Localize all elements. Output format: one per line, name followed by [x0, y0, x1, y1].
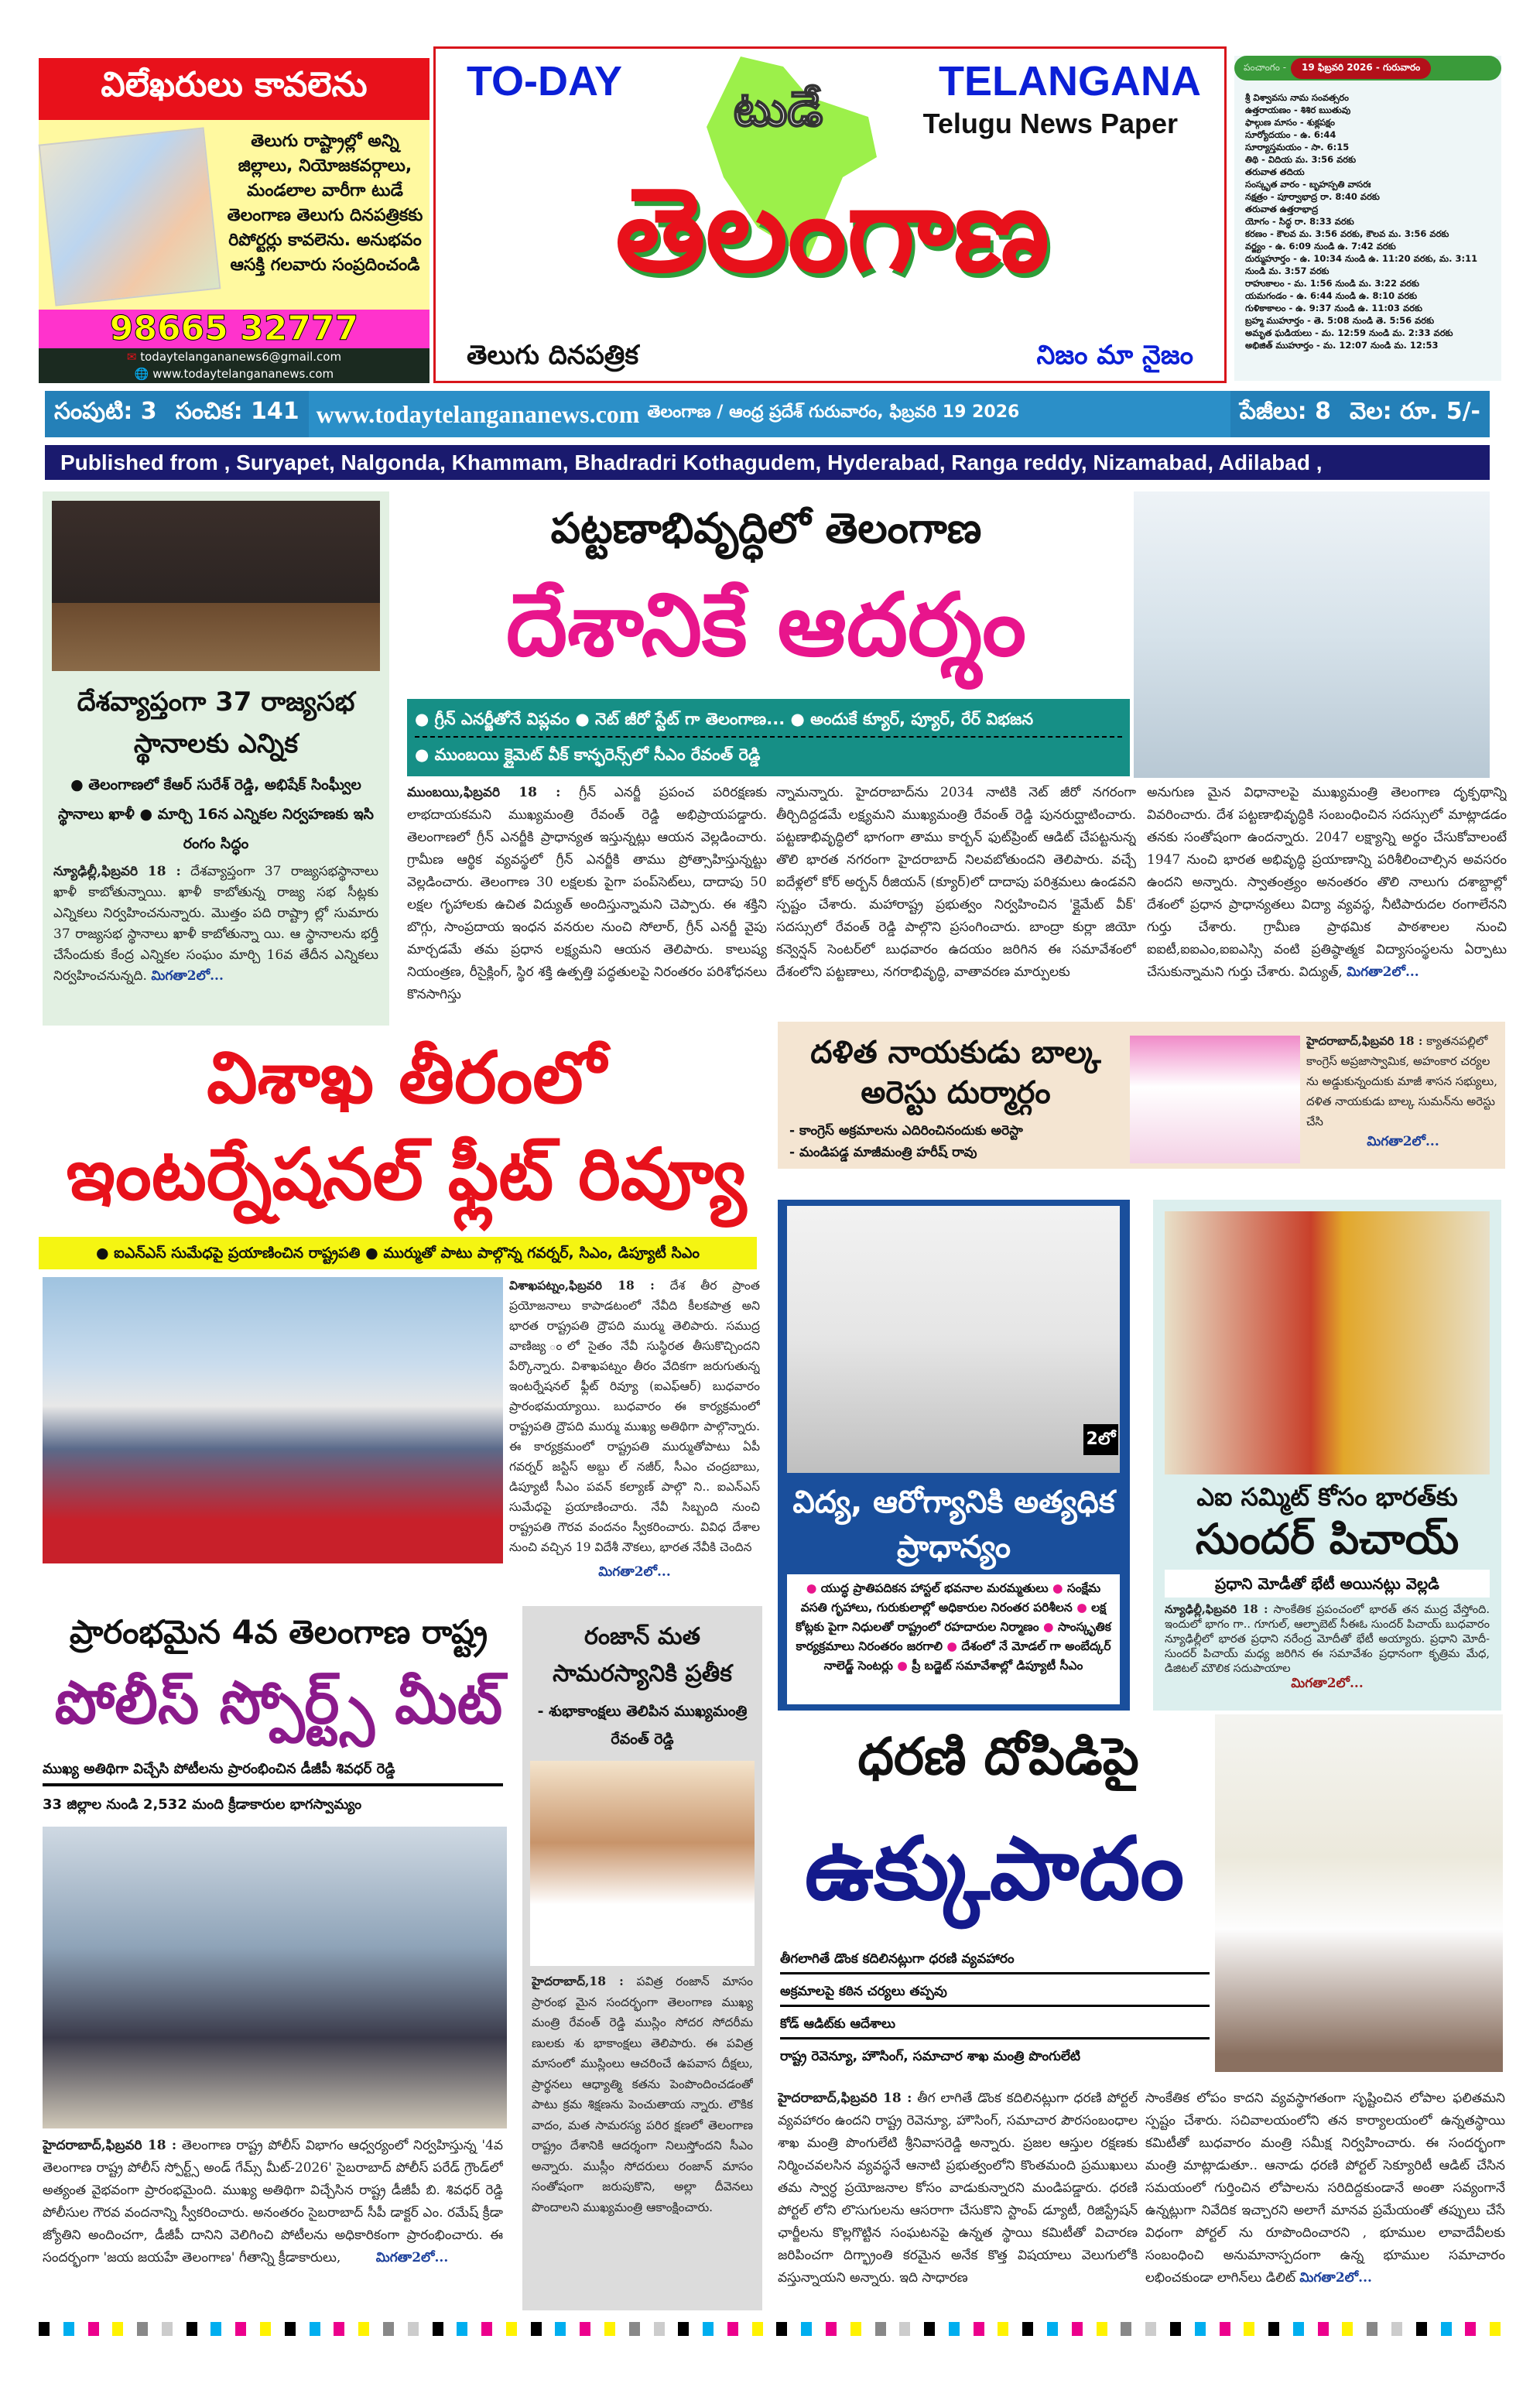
lead-highlights: [407, 699, 1130, 776]
education-point: సంక్షేమ వసతి గృహాలు, గురుకులాల్లో అధికారుల నిరంతర పరిశీలన: [800, 1581, 1101, 1615]
minister-ponguleti-photo: [1215, 1714, 1503, 2072]
education-point: లక్ష కోట్లకు పైగా నిధులతో రాష్ట్రంలో రహదారుల నిర్మాణం: [796, 1601, 1107, 1634]
fleet-headline: విశాఖ తీరంలో ఇంటర్నేషనల్ ఫ్లీట్ రివ్యూ: [66, 1036, 747, 1216]
bullet-icon: ●: [1048, 1581, 1067, 1595]
bullet-icon: ●: [1072, 1601, 1092, 1615]
registration-mark: [1072, 2322, 1083, 2336]
panchangam-line: బ్రహ్మ ముహూర్తం - తె. 5:08 నుండి తె. 5:56 వరకు: [1245, 315, 1435, 326]
registration-mark: [310, 2322, 320, 2336]
panchangam-line: సంస్కృత వారం - బృహస్పతి వాసరః: [1245, 179, 1371, 190]
newspaper-thumbnail-image: [39, 127, 221, 306]
registration-mark: [850, 2322, 861, 2336]
registration-mark: [826, 2322, 837, 2336]
registration-mark: [358, 2322, 369, 2336]
registration-mark: [1490, 2322, 1501, 2336]
pichai-modi-photo: [1165, 1211, 1490, 1474]
registration-mark: [162, 2322, 173, 2336]
dharani-body-col2: సాంకేతిక లోపం కాదని వ్యవస్థాగతంగా సృష్టించిన లోపాల ఫలితమని స్పష్టం చేశారు. సచివాలయంలోని తన కార్యాలయంలో ఉన్నతస్థాయి కమిటీతో బుధవారం మంత్రి సమీక్ష నిర్వహించారు. ఈ సందర్భంగా మంత్రి మాట్లాడుతూ.. ఆనాడు ధరణి పోర్టల్ సెక్యూరిటీ ఆడిట్ చేసిన సమయంలో గుర్తించిన లోపాలను సరిదిద్దకుండానే అంతా సవ్యంగానే ఉన్నట్లుగా నివేదిక ఇచ్చారని అలాగే మానవ ప్రమేయంతో తప్పులు చేసే విధంగా పోర్టల్ ను రూపొందించారని , భూముల లావాదేవీలకు సంబంధించి అనుమానాస్పదంగా ఉన్న భూముల సమాచారం లభించకుండా లాగిన్‌లు డిలిట్ మిగతా2లో...: [1145, 2091, 1505, 2286]
panchangam-line: తరువాత తదియ: [1245, 166, 1305, 177]
registration-mark: [1465, 2322, 1476, 2336]
panchangam-line: నక్షత్రం - పూర్వాభాద్ర రా. 8:40 వరకు: [1245, 191, 1380, 202]
cm-revanth-portrait: [530, 1761, 755, 1966]
lead-kicker: పట్టణాభివృద్ధిలో తెలంగాణ: [550, 504, 982, 553]
education-point: సాంస్కృతిక కార్యక్రమాలు నిరంతరం జరగాలి: [796, 1620, 1111, 1653]
print-registration-strip: [39, 2322, 1501, 2336]
registration-mark: [1244, 2322, 1254, 2336]
mail-icon: ✉: [126, 350, 141, 364]
panchangam-line: రాహుకాలం - మ. 1:56 నుండి మ. 3:22 వరకు: [1245, 278, 1419, 289]
registration-mark: [875, 2322, 886, 2336]
registration-mark: [1367, 2322, 1377, 2336]
education-point: ప్రీ బడ్జెట్ సమావేశాల్లో డిప్యూటీ సీఎం: [912, 1659, 1083, 1673]
police-sports-meet-photo: [43, 1827, 507, 2128]
ad-email[interactable]: todaytelangananews6@gmail.com: [140, 350, 342, 364]
masthead-tude: టుడే: [734, 80, 823, 137]
lead-body-col3: అనుగుణ మైన విధానాలపై ముఖ్యమంత్రి తెలంగాణ దృక్పథాన్ని వివరించారు. దేశ పట్టణాభివృద్ధికి సంబంధించిన సదస్సులో మాట్లాడడం తనకు సంతోషంగా ఉందన్నారు. 2047 లక్ష్యాన్ని అర్థం చేసుకోవాలంటే 1947 నుంచి భారత అభివృద్ధి ప్రయాణాన్ని పరిశీలించాల్సిన అవసరం ఉందని అన్నారు. స్వాతంత్ర్యం అనంతరం తొలి నాలుగు దశాబ్దాల్లో దేశంలో ప్రధాన ప్రాధాన్యతలు విద్యా వ్యవస్థ, నీటిపారుదల రంగాలేనని గుర్తు చేశారు. గ్రామీణ ప్రాథమిక పాఠశాలల నుంచి ఐఐటీ,ఐఐఎం,ఐఐఎస్సి వంటి ప్రతిష్ఠాత్మక విద్యాసంస్థలను ఏర్పాటు చేసుకున్నామని గుర్తు చేశారు. విద్యుత్, మిగతా2లో...: [1147, 785, 1507, 980]
registration-mark: [1097, 2322, 1107, 2336]
registration-mark: [1195, 2322, 1206, 2336]
dalit-headline: దళిత నాయకుడు బాల్క అరెస్టు దుర్మార్గం: [810, 1035, 1101, 1111]
ramzan-body: హైదరాబాద్,18 : పవిత్ర రంజాన్ మాసం ప్రారంభ మైన సందర్భంగా తెలంగాణ ముఖ్య మంత్రి రేవంత్ రెడ్డి ముస్లిం సోదర సోదరీమ ణులకు శు భాకాంక్షలు తెలిపారు. ఈ పవిత్ర మాసంలో ముస్లింలు ఆచరించే ఉపవాస దీక్షలు, ప్రార్థనలు ఆధ్యాత్మి కతను పెంపొందించడంతో పాటు క్రమ శిక్షణను పెంచుతాయ న్నారు. లౌకిక వాదం, మత సామరస్య పరిర క్షణలో తెలంగాణ రాష్ట్రం దేశానికి ఆదర్శంగా నిలుస్తోందని సీఎం అన్నారు. ముస్లీం సోదరులు రంజాన్ మాసం సంతోషంగా జరుపుకొని, అల్లా దీవెనలు పొందాలని ముఖ్యమంత్రి ఆకాంక్షించారు.: [532, 1974, 753, 2214]
registration-mark: [1170, 2322, 1181, 2336]
panchangam-line: ఫాల్గుణ మాసం - శుక్లపక్షం: [1245, 117, 1335, 128]
police-sub: 33 జిల్లాల నుండి 2,532 మంది క్రీడాకారుల భాగస్వామ్యం: [43, 1796, 362, 1813]
registration-mark: [235, 2322, 246, 2336]
police-body: హైదరాబాద్,ఫిబ్రవరి 18 : తెలంగాణ రాష్ట్ర పోలీస్ విభాగం ఆధ్వర్యంలో నిర్వహిస్తున్న '4వ తెలంగాణ రాష్ట్ర పోలీస్ స్పోర్ట్స్ అండ్ గేమ్స్ మీట్-2026' సైబరాబాద్ పోలీస్ పరేడ్ గ్రౌండ్‌లో అత్యంత వైభవంగా ప్రారంభమైంది. ముఖ్య అతిథిగా విచ్చేసిన రాష్ట్ర డీజీపీ బి. శివధర్ రెడ్డి పోలీసుల గౌరవ వందనాన్ని స్వీకరించారు. అనంతరం సైబరాబాద్ సీపీ డాక్టర్ ఎం. రమేష్ క్రీడా జ్యోతిని అందించగా, డీజీపీ దానిని వెలిగించి పోటీలను అధికారికంగా ప్రారంభించారు. ఈ సందర్భంగా 'జయ జయహే తెలంగాణ' గీతాన్ని క్రీడాకారులు, మిగతా2లో...: [43, 2138, 503, 2265]
panchangam-box: [1234, 56, 1501, 381]
price: వెల: రూ. 5/-: [1350, 398, 1480, 425]
registration-mark: [1391, 2322, 1402, 2336]
dalit-leader-story: [778, 1022, 1505, 1169]
sundar-pichai-story: [1153, 1200, 1501, 1711]
lead-highlights-row: ● ముంబయి క్లైమెట్ వీక్ కాన్ఫరెన్స్‌లో సీఎం రేవంత్ రెడ్డి: [415, 736, 1122, 770]
registration-mark: [1145, 2322, 1156, 2336]
registration-mark: [210, 2322, 221, 2336]
issue-number: సంచిక: 141: [175, 398, 299, 425]
ramzan-headline: రంజాన్ మత సామరస్యానికి ప్రతీక: [553, 1623, 732, 1687]
panchangam-line: యోగం - సిద్ధ రా. 8:33 వరకు: [1245, 216, 1354, 227]
registration-mark: [899, 2322, 910, 2336]
registration-mark: [1293, 2322, 1304, 2336]
registration-mark: [1416, 2322, 1427, 2336]
issue-info-bar: [45, 391, 1490, 437]
panchangam-label: పంచాంగం -: [1244, 61, 1287, 73]
panchangam-line: దుర్ముహూర్తం - ఉ. 10:34 నుండి ఉ. 11:20 వరకు, మ. 3:11 నుండి మ. 3:57 వరకు: [1245, 253, 1478, 276]
registration-mark: [580, 2322, 590, 2336]
sundar-body: న్యూఢిల్లీ,ఫిబ్రవరి 18 : సాంకేతిక ప్రపంచంలో భారత్ తన ముద్ర వేస్తోంది. ఇందులో భాగం గా.. గూగుల్, ఆల్ఫాబెట్ సీఈఓ సుందర్ పిచాయ్ బుధవారం న్యూఢిల్లీలో భారత ప్రధాని నరేంద్ర మోదీతో భేటీ అయ్యారు. ప్రధాని మోదీ-సుందర్ పిచాయ్ మధ్య జరిగిన ఈ సమావేశం ప్రధానంగా కృత్రిమ మేధ, డిజిటల్ మౌలిక సదుపాయాల మిగతా2లో...: [1165, 1603, 1490, 1691]
deputy-cm-meeting-photo: [787, 1206, 1120, 1473]
panchangam-line: తిథి - విదియ మ. 3:56 వరకు: [1245, 154, 1357, 165]
police-kicker: ప్రారంభమైన 4వ తెలంగాణ రాష్ట్ర: [69, 1613, 488, 1651]
registration-mark: [1342, 2322, 1353, 2336]
continued-link[interactable]: మిగతా2లో...: [1367, 1134, 1439, 1149]
continued-link[interactable]: మిగతా2లో...: [375, 2250, 449, 2265]
panchangam-line: అభిజిత్ ముహూర్తం - మ. 12:07 నుండి మ. 12:53: [1245, 340, 1439, 351]
ad-headline: విలేఖరులు కావలెను: [39, 58, 429, 120]
registration-mark: [1268, 2322, 1279, 2336]
sundar-headline: ఎఐ సమ్మిట్ కోసం భారత్‌కు సుందర్ పిచాయ్: [1195, 1482, 1460, 1563]
dalit-sub: - మండిపడ్డ మాజీమంత్రి హరీష్ రావు: [789, 1145, 977, 1160]
registration-mark: [604, 2322, 615, 2336]
registration-mark: [408, 2322, 419, 2336]
masthead-telangana: TELANGANA: [939, 58, 1201, 104]
registration-mark: [776, 2322, 787, 2336]
dharani-headline: ఉక్కుపాదం: [804, 1819, 1185, 1920]
lead-body-col2: న్నామన్నారు. హైదరాబాద్‌ను 2034 నాటికి నెట్ జీరో నగరంగా తీర్చిదిద్దడమే లక్ష్యమని ముఖ్యమంత్రి రేవంత్ రెడ్డి పునరుద్ఘాటించారు. పట్టణాభివృద్ధిలో భాగంగా తాము కార్బన్ ఫుట్‌ప్రింట్ ఆడిట్ చేపట్టనున్న తొలి భారత నగరంగా హైదరాబాద్ నిలవబోతుందని తెలిపారు. వచ్చే ఐదేళ్లలో కోర్ అర్బన్ రీజియన్ (క్యూర్)లో దాదాపు పరిశ్రమలు ఉండవని స్పష్టం చేశారు. మహారాష్ట్ర ప్రభుత్వం నిర్వహించిన 'క్లైమేట్ వీక్' సదస్సులో రేవంత్ రెడ్డి పాల్గొని ప్రసంగించారు. బాంద్రా కుర్లా జియో కన్వెన్షన్ సెంటర్‌లో బుధవారం ఉదయం జరిగిన ఈ సమావేశంలో దేశంలోని పట్టణాలు, నగరాభివృద్ధి, వాతావరణ మార్పులకు: [776, 785, 1136, 980]
ramzan-sub: - శుభాకాంక్షలు తెలిపిన ముఖ్యమంత్రి రేవంత్ రెడ్డి: [537, 1703, 748, 1748]
registration-mark: [88, 2322, 99, 2336]
continued-link[interactable]: మిగతా2లో...: [1299, 2270, 1372, 2286]
education-point: యుద్ధ ప్రాతిపదికన హాస్టల్ భవనాల మరమ్మతులు: [820, 1581, 1049, 1595]
reporters-wanted-ad: [39, 58, 429, 383]
panchangam-line: ఉత్తరాయణం - శిశిర ఋతువు: [1245, 104, 1351, 115]
panchangam-line: సూర్యోదయం - ఉ. 6:44: [1245, 129, 1336, 140]
registration-mark: [187, 2322, 197, 2336]
panchangam-line: శ్రీ విశ్వావసు నామ సంవత్సరం: [1245, 92, 1350, 103]
dharani-kicker: ధరణి దోపిడిపై: [857, 1727, 1139, 1786]
dharani-sub: రాష్ట్ర రెవెన్యూ, హౌసింగ్, సమాచార శాఖ మంత్రి పొంగులేటి: [780, 2049, 1081, 2064]
registration-mark: [654, 2322, 665, 2336]
ad-website[interactable]: www.todaytelangananews.com: [152, 367, 334, 381]
dharani-body-col1: హైదరాబాద్,ఫిబ్రవరి 18 : తీగ లాగితే డొంక కదిలినట్లుగా ధరణి పోర్టల్ వ్యవహారం ఉందని రాష్ట్ర రెవెన్యూ, హౌసింగ్, సమాచార పౌరసంబంధాల శాఖ మంత్రి పొంగులేటి శ్రీనివాసరెడ్డి అన్నారు. ప్రజల ఆస్తుల రక్షణకు నిర్మించవలసిన వ్యవస్థనే ఆనాటి ప్రభుత్వంలోని కొంతమంది ప్రముఖులు తమ స్వార్ధ ప్రయోజనాల కోసం వాడుకున్నారని మండిపడ్డారు. ధరణి పోర్టల్ లోని లొసుగులను ఆసరాగా చేసుకొని స్టాంప్ డ్యూటీ, రిజిస్ట్రేషన్ ఛార్జీలను కొల్లగొట్టిన సంఘటనపై ఉన్నత స్థాయి కమిటీతో విచారణ జరిపించగా దిగ్భ్రాంతి కరమైన అనేక కొత్త విషయాలు వెలుగులోకి వస్తున్నాయని అన్నారు. ఇది సాధారణ: [778, 2091, 1138, 2286]
edition-date: తెలంగాణ / ఆంధ్ర ప్రదేశ్ గురువారం, ఫిబ్రవరి 19 2026: [647, 402, 1020, 422]
education-point: దేశంలో నే మోడల్ గా అంబేద్కర్ నాలెడ్జ్ సెంటర్లు: [823, 1639, 1111, 1673]
election-headline: దేశవ్యాప్తంగా 37 రాజ్యసభ స్థానాలకు ఎన్నిక: [77, 687, 355, 759]
panchangam-line: సూర్యాస్తమయం - సా. 6:15: [1245, 142, 1350, 152]
election-body: న్యూఢిల్లీ,ఫిబ్రవరి 18 : దేశవ్యాప్తంగా 37 రాజ్యసభస్థానాలు ఖాళీ కాబోతున్నాయి. ఖాళీ కాబోతున్న రాజ్య సభ సీట్లకు ఎన్నికలు నిర్వహించనున్నారు. మొత్తం పది రాష్ట్రా ల్లో సుమారు 37 రాజ్యసభ స్థానాలు ఖాళీ కాబోతున్నా యి. ఆ స్థానాలను భర్తీ చేసేందుకు కేంద్ర ఎన్నికల సంఘం మార్చి 16వ తేదీన ఎన్నికలు నిర్వహించనున్నది. మిగతా2లో...: [53, 864, 378, 984]
globe-icon: 🌐: [134, 367, 153, 381]
panchangam-line: యమగండం - ఉ. 6:44 నుండి ఉ. 8:10 వరకు: [1245, 290, 1418, 301]
registration-mark: [924, 2322, 935, 2336]
panchangam-date: 19 ఫిబ్రవరి 2026 - గురువారం: [1291, 58, 1431, 79]
masthead-motto: నిజం మా నైజం: [1036, 340, 1193, 371]
election-story: [43, 491, 389, 1026]
registration-mark: [703, 2322, 714, 2336]
masthead: [433, 46, 1227, 383]
lead-body-col1: ముంబయి,ఫిబ్రవరి 18 : గ్రీన్ ఎనర్జీ ప్రపంచ పరిరక్షణకు లాభదాయకమని ముఖ్యమంత్రి రేవంత్ రెడ్డి అభిప్రాయపడ్డారు. తెలంగాణలో గ్రీన్ ఎనర్జీకి ప్రాధాన్యత ఇస్తున్నట్లు ఆయన వెల్లడించారు. గ్రామీణ ఆర్థిక వ్యవస్థలో గ్రీన్ ఎనర్జీకి తాము ప్రోత్సాహిస్తున్నట్టు వెల్లడించారు. తెలంగాణ 30 లక్షలకు పైగా పంప్‌సెట్‌లు, దాదాపు 50 లక్షల గృహాలకు ఉచిత విద్యుత్ అందిస్తున్నామని చెప్పారు. ఈ శక్తిని బొగ్గు, సాంప్రదాయ ఇంధన వనరుల నుంచి సోలార్, గ్రీన్ ఎనర్జీ వైపు మార్చడమే తమ ప్రధాన లక్ష్యమని ఆయన తెలిపారు. కాలుష్య నియంత్రణ, రీసైక్లింగ్, స్థిర శక్తి ఉత్పత్తి పద్ధతులపై నిరంతరం పరిశోధనలు కొనసాగిస్తు: [407, 785, 767, 1002]
ad-phone: 98665 32777: [39, 310, 429, 348]
registration-mark: [1121, 2322, 1131, 2336]
fleet-body: విశాఖపట్నం,ఫిబ్రవరి 18 : దేశ తీర ప్రాంత ప్రయోజనాలు కాపాడటంలో నేవీది కీలకపాత్ర అని భారత రాష్ట్రపతి ద్రౌపది ముర్ము తెలిపారు. సముద్ర వాణిజ్య ంలో సైతం నేవీ సుస్థిరత తీసుకొచ్చిందని పేర్కొన్నారు. విశాఖపట్నం తీరం వేదికగా జరుగుతున్న ఇంటర్నేషనల్ ఫ్లీట్ రివ్యూ (ఐఎఫ్ఆర్) బుధవారం ప్రారంభమయ్యాయి. బుధవారం ఈ కార్యక్రమంలో రాష్ట్రపతి ద్రౌపది ముర్ము ముఖ్య అతిథిగా పాల్గొన్నారు. ఈ కార్యక్రమంలో రాష్ట్రపతి ముర్ముతోపాటు ఏపీ గవర్నర్ జస్టిస్ అబ్దు ల్ నజీర్, సీఎం చంద్రబాబు, డిప్యూటీ సీఎం పవన్ కల్యాణ్ పాల్గొ ని.. ఐఎన్ఎస్ సుమేధపై ప్రయాణించారు. నేవీ సిబ్బంది నుంచి రాష్ట్రపతి గౌరవ వందనం స్వీకరించారు. వివిధ దేశాల నుంచి వచ్చిన 19 విదేశీ నౌకలు, భారత నేవీకి చెందిన మిగతా2లో...: [509, 1278, 760, 1580]
masthead-subtitle: తెలుగు దినపత్రిక: [467, 340, 639, 371]
registration-mark: [974, 2322, 984, 2336]
panchangam-line: వర్జ్యం - ఉ. 6:09 నుండి ఉ. 7:42 వరకు: [1245, 241, 1396, 252]
registration-mark: [383, 2322, 394, 2336]
registration-mark: [1022, 2322, 1033, 2336]
masthead-tagline: Telugu News Paper: [922, 108, 1178, 139]
election-commission-photo: [52, 501, 380, 671]
registration-mark: [334, 2322, 344, 2336]
continued-link[interactable]: మిగతా2లో...: [598, 1564, 671, 1580]
registration-mark: [727, 2322, 738, 2336]
panchangam-line: గుళికాకాలం - ఉ. 9:37 నుండి ఉ. 11:03 వరకు: [1245, 303, 1422, 313]
bullet-icon: ●: [942, 1639, 962, 1653]
fleet-review-photo: [43, 1277, 503, 1563]
dalit-body: హైదరాబాద్,ఫిబ్రవరి 18 : క్యాతనపల్లిలో కాంగ్రెస్ అప్రజాస్వామిక, అహంకార చర్యల ను అడ్డుకున్నందుకు మాజీ శాసన సభ్యులు, దళిత నాయకుడు బాల్క సుమన్‌ను అరెస్టు చేసి మిగతా2లో...: [1306, 1034, 1498, 1149]
registration-mark: [1318, 2322, 1329, 2336]
election-deck: ● తెలంగాణలో కేఆర్ సురేశ్ రెడ్డి, అభిషేక్ సింఘ్వీల స్థానాలు ఖాళీ ● మార్చి 16న ఎన్నికల నిర్వహణకు ఇసి రంగం సిద్ధం: [57, 776, 374, 852]
continued-link[interactable]: మిగతా2లో...: [151, 968, 224, 984]
panchangam-header: [1234, 56, 1501, 80]
registration-mark: [285, 2322, 296, 2336]
police-sub: ముఖ్య అతిథిగా విచ్చేసి పోటీలను ప్రారంభించిన డీజీపీ శివధర్ రెడ్డి: [43, 1759, 503, 1786]
registration-mark: [629, 2322, 640, 2336]
masthead-today: TO-DAY: [467, 58, 623, 104]
bullet-icon: ●: [892, 1659, 912, 1673]
bullet-icon: ●: [1039, 1620, 1058, 1634]
registration-mark: [555, 2322, 566, 2336]
lead-highlights-row: ● గ్రీన్ ఎనర్జీతోనే విప్లవం ● నెట్ జీరో స్టేట్ గా తెలంగాణ... ● అందుకే క్యూర్, ప్యూర్, రేర్ విభజన: [415, 710, 1034, 728]
police-headline: పోలీస్ స్పోర్ట్స్ మీట్: [54, 1668, 503, 1737]
dharani-sub: కోడ్ ఆడిట్‌కు ఆదేశాలు: [780, 2014, 1210, 2039]
lead-headline: దేశానికే ఆదర్శం: [505, 575, 1027, 676]
registration-mark: [39, 2322, 50, 2336]
registration-mark: [1220, 2322, 1230, 2336]
registration-mark: [260, 2322, 271, 2336]
registration-mark: [137, 2322, 148, 2336]
registration-mark: [506, 2322, 517, 2336]
dalit-sub: - కాంగ్రెస్ అక్రమాలను ఎదిరించినందుకు అరెస్టా: [789, 1123, 1023, 1139]
education-points: [787, 1574, 1120, 1704]
harish-rao-photo: [1130, 1036, 1300, 1163]
registration-mark: [1441, 2322, 1452, 2336]
education-headline: విద్య, ఆరోగ్యానికి అత్యధిక ప్రాధాన్యం: [792, 1485, 1115, 1565]
masthead-logo: తెలంగాణ: [614, 163, 1050, 298]
registration-mark: [531, 2322, 542, 2336]
fleet-deck: ● ఐఎన్ఎస్ సుమేధపై ప్రయాణించిన రాష్ట్రపతి ● ముర్ముతో పాటు పాల్గొన్న గవర్నర్, సిఎం, డిప్యూటీ సిఎం: [39, 1237, 757, 1269]
page-2-badge[interactable]: 2లో: [1083, 1424, 1118, 1455]
ad-contact: [39, 348, 429, 383]
continued-link[interactable]: మిగతా2లో...: [1347, 964, 1419, 980]
website-link[interactable]: www.todaytelangananews.com: [316, 399, 640, 428]
panchangam-line: అమృత ఘడియలు - మ. 12:59 నుండి మ. 2:33 వరకు: [1245, 327, 1453, 338]
registration-mark: [481, 2322, 492, 2336]
sundar-tagline: ప్రధాని మోడీతో భేటీ అయినట్లు వెల్లడి: [1165, 1570, 1490, 1598]
registration-mark: [801, 2322, 812, 2336]
continued-link[interactable]: మిగతా2లో...: [1291, 1676, 1364, 1691]
registration-mark: [678, 2322, 689, 2336]
registration-mark: [63, 2322, 74, 2336]
registration-mark: [112, 2322, 123, 2336]
education-story: [778, 1200, 1130, 1711]
page-count: పేజీలు: 8: [1239, 398, 1331, 425]
registration-mark: [949, 2322, 960, 2336]
panchangam-line: తరువాత ఉత్తరాభాద్ర: [1245, 204, 1319, 214]
ad-text: తెలుగు రాష్ట్రాల్లో అన్ని జిల్లాలు, నియోజకవర్గాలు, మండలాల వారీగా టుడే తెలంగాణ తెలుగు దినపత్రికకు రిపోర్టర్లు కావలెను. అనుభవం ఆసక్తి గలవారు సంప్రదించండి: [227, 132, 423, 275]
registration-mark: [752, 2322, 763, 2336]
registration-mark: [998, 2322, 1008, 2336]
dharani-sub: తీగలాగితే డొంక కదిలినట్లుగా ధరణి వ్యవహారం: [780, 1949, 1210, 1974]
bullet-icon: ●: [806, 1581, 821, 1595]
panchangam-line: కరణం - కౌలవ మ. 3:56 వరకు, కౌలవ మ. 3:56 వరకు: [1245, 228, 1449, 239]
registration-mark: [457, 2322, 467, 2336]
dharani-sub: అక్రమాలపై కఠిన చర్యలు తప్పవు: [780, 1981, 1210, 2007]
registration-mark: [1047, 2322, 1058, 2336]
ramzan-story: [522, 1606, 762, 2310]
panchangam-lines: [1234, 80, 1501, 351]
published-from-bar: Published from , Suryapet, Nalgonda, Khammam, Bhadradri Kothagudem, Hyderabad, Ranga reddy, Nizamabad, Adilabad ,: [45, 445, 1490, 480]
registration-mark: [433, 2322, 443, 2336]
cm-revanth-photo: [1134, 491, 1490, 778]
volume: సంపుటి: 3: [54, 398, 157, 425]
